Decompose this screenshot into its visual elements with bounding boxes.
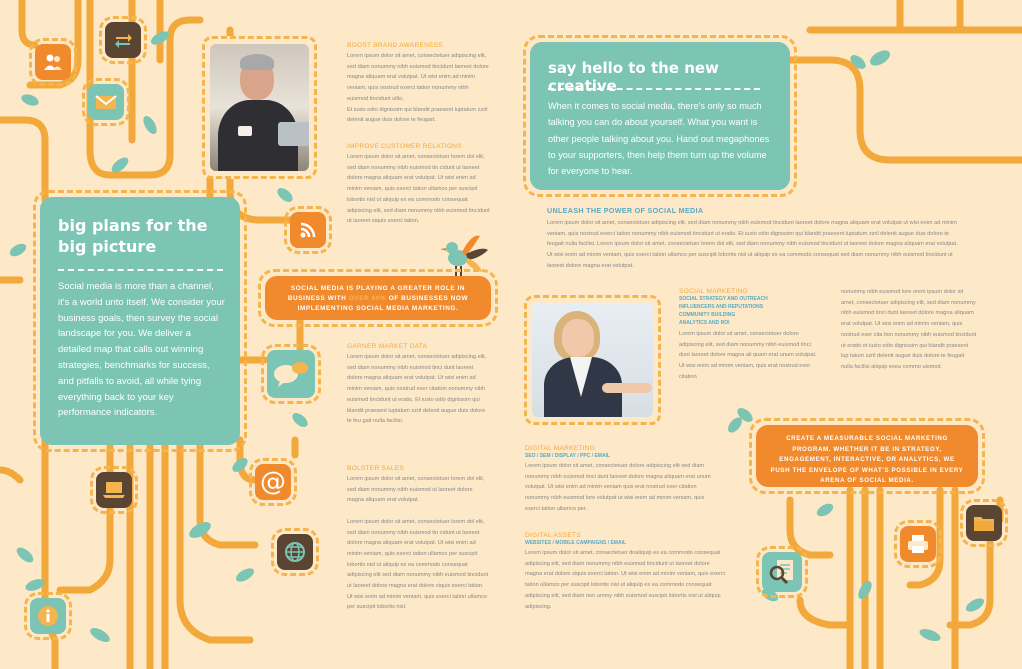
speech-bubble-icon: [267, 350, 315, 398]
search-document-icon: [762, 552, 802, 592]
rss-icon: [290, 212, 326, 248]
digital-assets-heading: DIGITAL ASSETS: [525, 532, 581, 539]
side-text: nonummy nibh euismod lore orem ipsum dolor sit amet, consectetuer adipiscing elit, sed diam nonummy nibh euismod tinci dunt laoreet dolore magna aliquam erat volutpat. Ut wisi enim ad minim veniam, quis nostrud exer cita tion nonummy nibh euismod tincidunt ut eratio et iusto odio dignissim qui blandit praesent lup tatum zzril delenit augue duis dolore te feugait nulla facilisi aliquip exea commo uismod.: [841, 289, 977, 370]
sub-item: SOCIAL STRATEGY AND OUTREACH: [679, 296, 768, 302]
big-plans-box: [40, 197, 240, 445]
callout-text-after: OF BUSINESSES NOW IMPLEMENTING SOCIAL MEDIA MARKETING.: [297, 295, 469, 312]
mail-icon: [88, 84, 124, 120]
say-hello-box: [530, 42, 790, 190]
program-callout: CREATE A MEASURABLE SOCIAL MARKETING PROGRAM. WHETHER IT BE IN STRATEGY, ENGAGEMENT, INTERACTIVE, OR ANALYTICS, WE PUSH THE ENVELOPE OF WHAT'S POSSIBLE IN EVERY ARENA OF SOCIAL MEDIA.: [756, 425, 978, 487]
arrows-icon: [105, 22, 141, 58]
digital-marketing-section: [525, 445, 720, 515]
sub-item: ANALYTICS AND ROI: [679, 320, 730, 326]
title-divider: [548, 88, 760, 90]
section-text: Lorem ipsum dolor sit amet, consectetuer lorem dol elit, sed diam nonummy nibh euismod ut laoreet dolore magna aliquam erat volutpat. Lorem ipsum dolor sit amet, consectetuer lorem dol elit, sed diam nonummy nibh euismod tin cidunt ut laoreet dolore magna aliquam erat volutpat. Ut wisi enim ad minim veniam, quis exerci tation ullamco per suscipit lobortis nisl ut aliquip ex ea commodo consequat adipiscing elit sed diam nonummy nibh euismod tincidunt ut laoreet dolore magna erat dolore siquis exerci tation. Ut wisi enim ad minim veniam, quis exerci tation ullamco per suscipit lobortis nisl.: [347, 476, 489, 611]
digital-marketing-text: Lorem ipsum dolor sit amet, consectetuer dolore adipiscing elit sed diam nonummy nibh euismod tinci dunt laoreet dolore magna aliquam erat unum volutpat. Ut wisi enim ad minim veniam quis erat nostrud exer citation nonummy nibh euismod lore volutpat ut wisi enim ad minim veniam, quis exerci tation ullamco per.: [525, 463, 711, 512]
man-photo: [202, 36, 317, 179]
digital-assets-text: Lorem ipsum dolor sit amet, consectetuer doaliquip ex ea commodo consequat adipiscing elit, sed diam nonummy nibh euismod tincidunt ut laoreet dolore magna erat dolore siquis exerci tation. Ut wisi enim ad minim veniam, quis exerci tation ullamco per suscipit lobortis nisl ut aliquip ex ea commodo consequat adipiscing elit, sed diam non ummy nibh euismod suscipit lobortis nisl ut aliquip adipiscing.: [525, 550, 725, 610]
boost-brand-section: [347, 42, 490, 126]
bolster-sales-section: [347, 465, 490, 613]
title-divider: [58, 269, 223, 271]
digital-marketing-sub: SEO / SEM / DISPLAY / PPC / EMAIL: [525, 453, 611, 459]
digital-assets-section: [525, 532, 725, 612]
info-icon: [30, 598, 66, 634]
section-heading: BOOST BRAND AWARENESS: [347, 42, 443, 49]
section-text: Lorem ipsum dolor sit amet, consectetuer adipiscing elit, sed diam nonummy nibh euismod tincidunt laoreet dolore magna aliquam erat volutpat. Ut wisi enim ad minim veniam, quis nostrud exerci tation nonummy nibh euismod tincidunt ullto. Et iusto odio dignissim qui blandit praesent luptatum zzril delenit augue duis dolore te feugait.: [347, 53, 489, 124]
say-hello-text: When it comes to social media, there's only so much talking you can do about yourself. What you want is other people talking about you. Hand out megaphones to your supporters, then help them turn up the volume for everyone to hear.: [548, 101, 770, 177]
market-data-section: [347, 343, 490, 427]
unleash-text: Lorem ipsum dolor sit amet, consectetuer adipiscing elit, sed diam nonummy nibh euismod tincidunt laoreet dolore magna aliquam erat volutpat ut wisi enim ad minim veniam, quis nostrud exerci tation nonummy nibh euismod tincidunt ut eratis. Et iusto odio dignissim qui blandit praesent luptatum zzril delenit augue duis dolore te feugait nulla facilisi. Lorem ipsum dolor sit amet, consectetuer lorem dol elit, sed diam nonummy nibh euismod tincidunt ut laoreet dolore magna aliquam erat volutpat. Ut wisi enim ad minim veniam, quis exerci tation ullamco per suscipit lobortis nisl ut aliquip ex ea commodo consequat sed diam nonummy nibh euismod tincidunt ut laoreet dolore magna erat volutpat.: [547, 220, 958, 269]
customer-relations-section: [347, 143, 490, 227]
callout-highlight: OVER 90%: [348, 295, 387, 302]
at-sign-icon: @: [255, 464, 291, 500]
unleash-heading: UNLEASH THE POWER OF SOCIAL MEDIA: [547, 206, 704, 215]
digital-assets-sub: WEBSITES / MOBILE CAMPAIGNS / EMAIL: [525, 540, 627, 546]
social-marketing-section: [679, 288, 819, 383]
section-heading: BOLSTER SALES: [347, 465, 405, 472]
say-hello-title: say hello to the new creative: [548, 59, 719, 95]
stats-callout: [265, 276, 491, 320]
section-text: Lorem ipsum dolor sit amet, consectetuer lorem dol elit, sed diam nonummy nibh euismod tin cidunt ut laoreet dolore magna aliquam erat volutpat. Ut wisi enim ad minim veniam, quis exerci tation ullamco per suscipit lobortis nisl ut aliquip ex ea commodo consequat adipiscing elit, sed diam nonummy nibh euismod tincidunt ut laoreet siquis exerci tation.: [347, 154, 490, 225]
callout-text-before: SOCIAL MEDIA IS PLAYING A GREATER ROLE IN BUSINESS WITH: [287, 285, 466, 302]
section-heading: GARNER MARKET DATA: [347, 343, 428, 350]
sub-item: INFLUENCERS AND REPUTATIONS: [679, 304, 764, 310]
digital-marketing-heading: DIGITAL MARKETING: [525, 445, 596, 452]
social-marketing-text: Lorem ipsum dolor sit amet, consectetuer dolore adipiscing elit, sed diam nonummy nibh euismod tinci dunt laoreet dolore magna ali quam erat unum volutpat. Ut wisi enim ad minim veniam, quis erat nostrud exer citation: [679, 331, 817, 380]
sub-item: COMMUNITY BUILDING: [679, 312, 736, 318]
globe-icon: [277, 534, 313, 570]
big-plans-title: big plans for the big picture: [58, 216, 208, 256]
folder-icon: [966, 505, 1002, 541]
woman-photo: [524, 295, 661, 425]
section-heading: IMPROVE CUSTOMER RELATIONS: [347, 143, 462, 150]
laptop-icon: [96, 472, 132, 508]
users-icon: [35, 44, 71, 80]
social-marketing-heading: SOCIAL MARKETING: [679, 288, 748, 295]
unleash-section: [547, 206, 962, 272]
big-plans-text: Social media is more than a channel, it's a world unto itself. We consider your business goals, then survey the social landscape for you. We deliver a detailed map that calls out winning strategies, benchmarks for success, and pitfalls to avoid, all while tying everything back to your key performance indicators.: [58, 281, 225, 419]
section-text: Lorem ipsum dolor sit amet, consectetuer adipiscing elit, sed diam nonummy nibh euismod tinci dunt laoreet dolore magna aliquam erat volutpat. Ut wisi enim ad minim veniam, quis nostrud exer citation nonummy nibh euismod tincidunt ut eratis. Et iusto odio dignissim qui blandit praesent luptatum zzril delenit augue duis dolore te feu gait nulla facilisi.: [347, 354, 487, 425]
printer-icon: [900, 526, 936, 562]
